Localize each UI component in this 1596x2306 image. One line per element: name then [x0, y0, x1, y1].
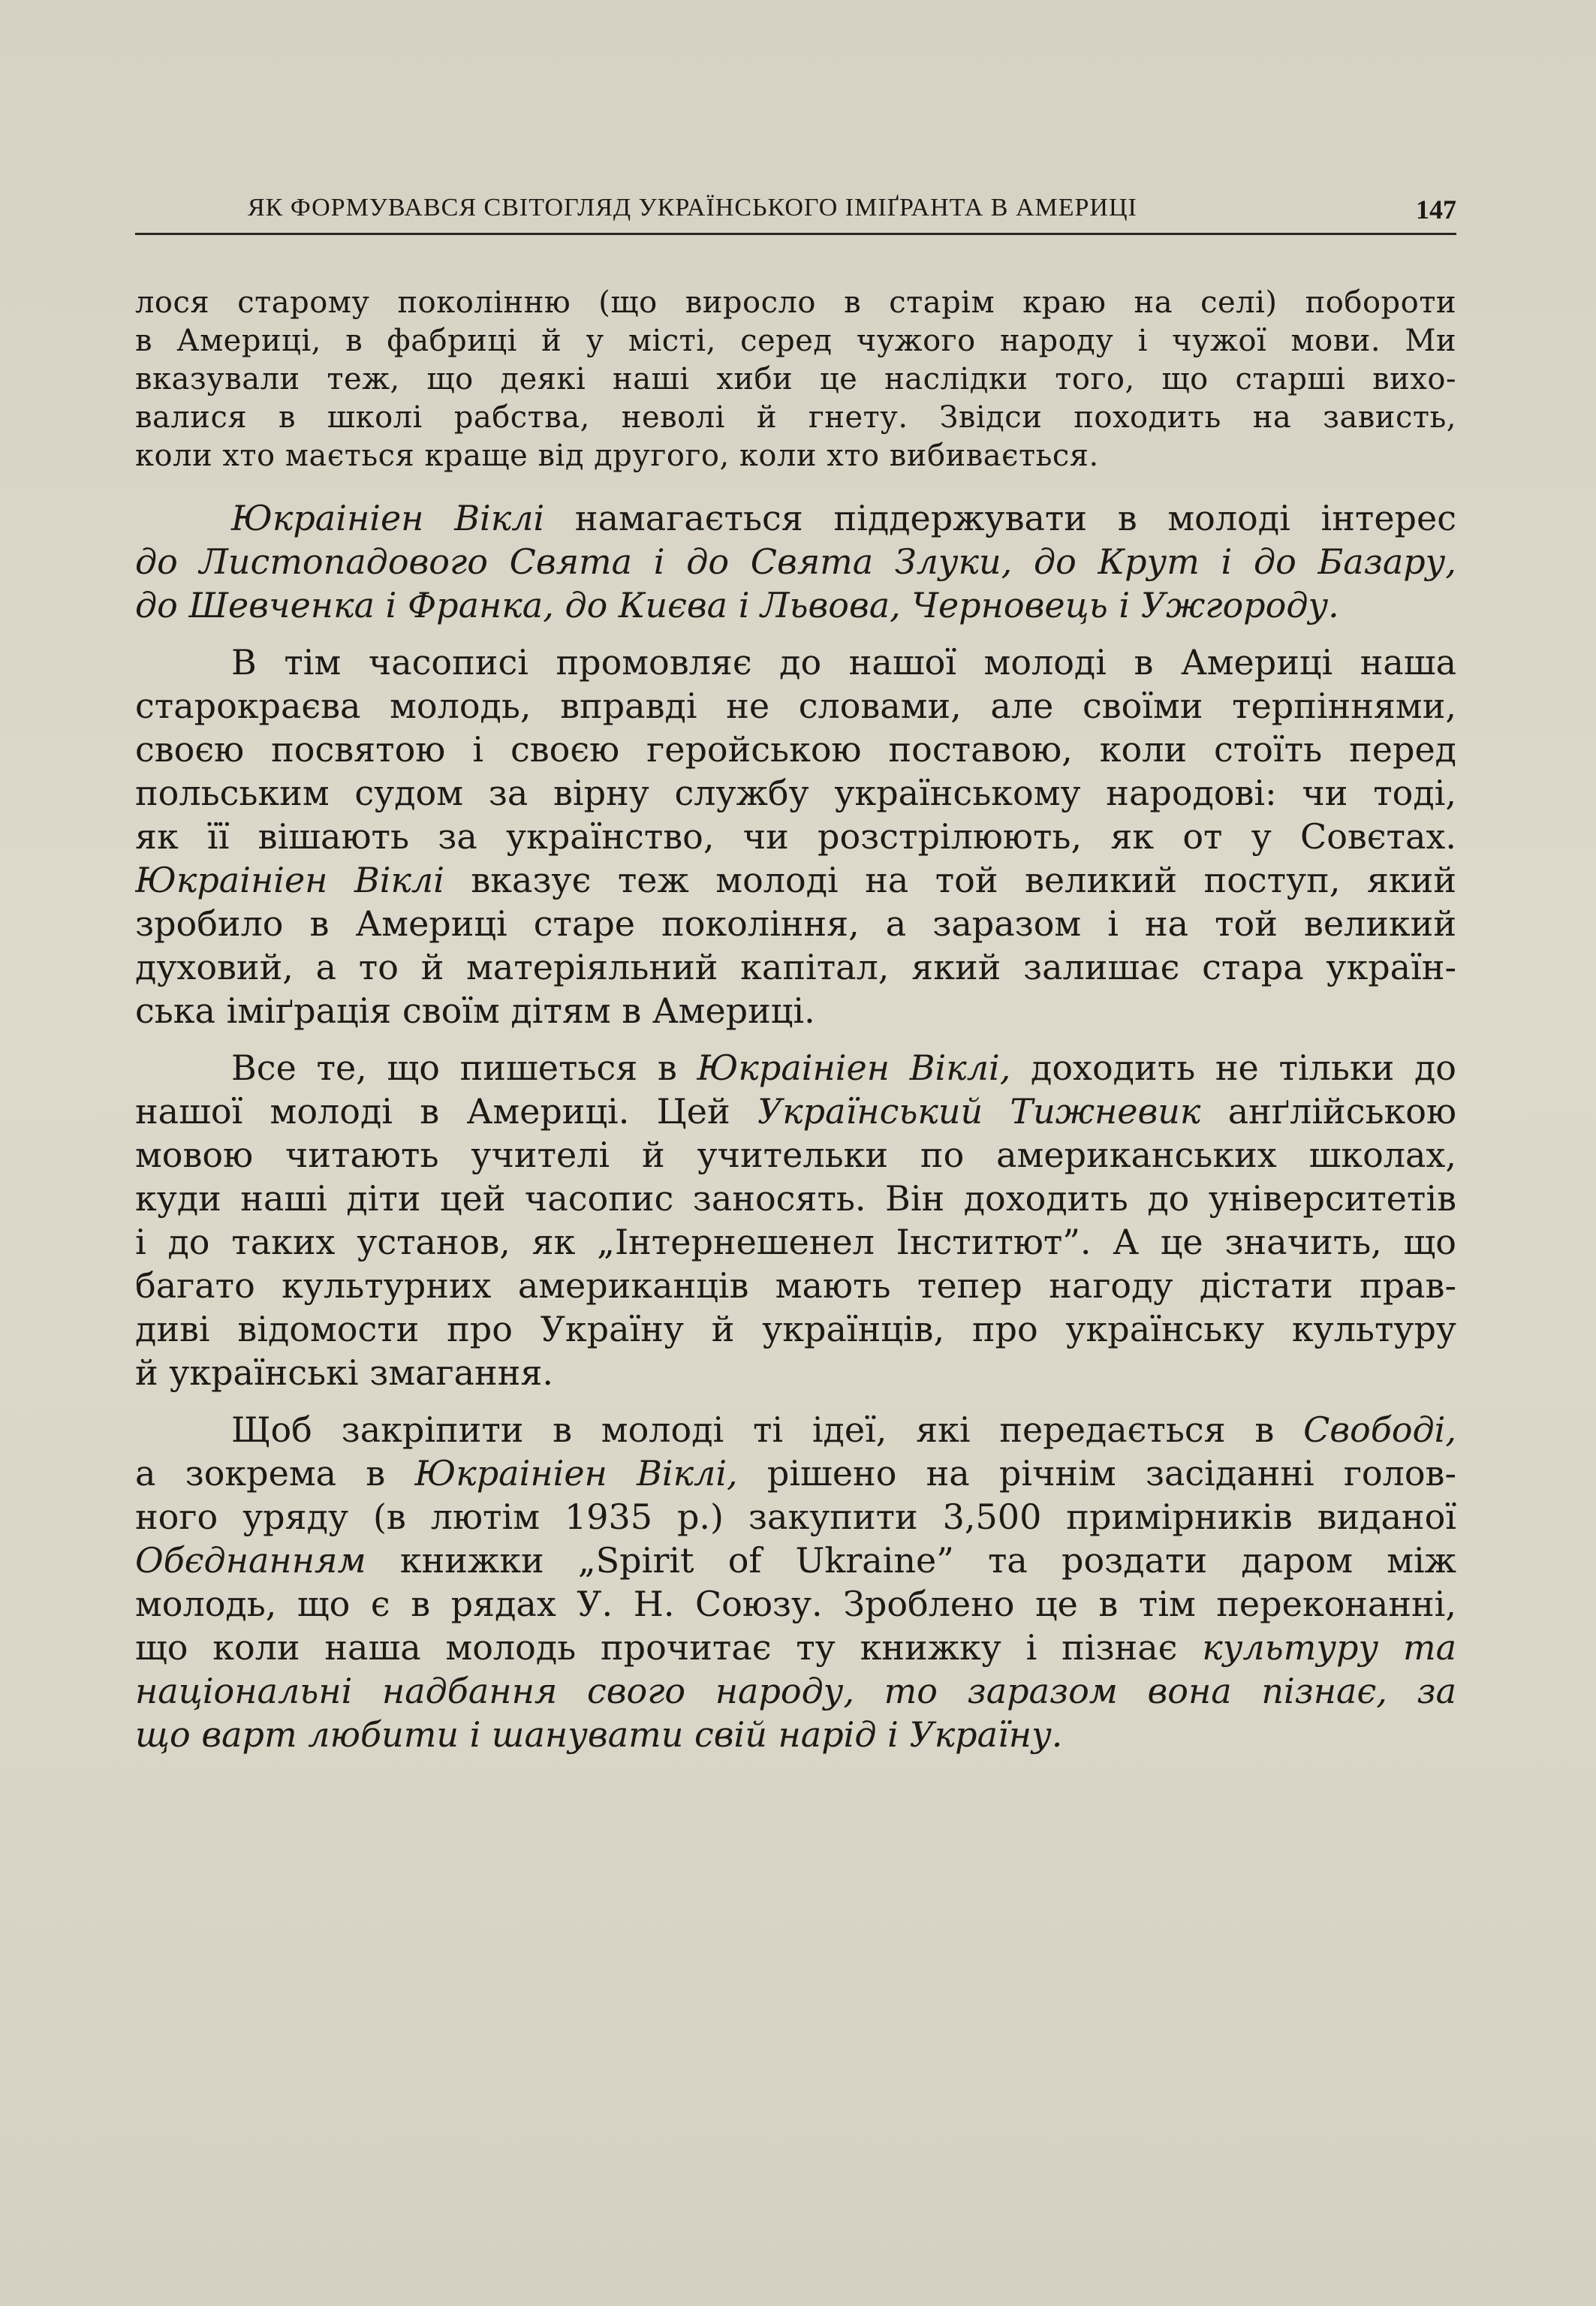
text-run: вказує теж молоді на той великий поступ, який	[444, 860, 1456, 900]
text-line	[135, 1495, 1456, 1539]
text-line	[135, 1046, 1456, 1090]
text-run: старокраєва молодь, вправді не словами, але своїми терпіннями,	[135, 686, 1456, 726]
text-line	[135, 1669, 1456, 1713]
text-line	[135, 1133, 1456, 1177]
text-run: своєю посвятою і своєю геройською поставою, коли стоїть перед	[135, 729, 1456, 770]
text-line	[135, 945, 1456, 989]
text-run: нашої молоді в Америці. Цей	[135, 1091, 757, 1132]
text-run: ська іміґрація своїм дітям в Америці.	[135, 990, 815, 1031]
text-line	[135, 1582, 1456, 1626]
text-line	[135, 540, 1456, 583]
text-run: коли хто мається краще від другого, коли хто вибивається.	[135, 439, 1099, 473]
text-line	[135, 641, 1456, 684]
italic-run: Юкраініен Віклі,	[697, 1047, 1011, 1088]
text-line	[135, 684, 1456, 728]
text-line	[135, 1451, 1456, 1495]
text-line	[135, 771, 1456, 815]
italic-run: національні надбання свого народу, то заразом вона пізнає, за	[135, 1671, 1456, 1711]
body-text	[135, 284, 1456, 1756]
text-run: куди наші діти цей часопис заносять. Він доходить до університетів	[135, 1178, 1456, 1219]
text-line	[135, 858, 1456, 902]
text-run: анґлійською	[1200, 1091, 1456, 1132]
text-run: як її вішають за українство, чи розстрілюють, як от у Совєтах.	[135, 816, 1456, 857]
text-line	[135, 284, 1456, 322]
text-line	[135, 1539, 1456, 1582]
italic-run: до Листопадового Свята і до Свята Злуки, до Крут і до Базару,	[135, 541, 1456, 582]
text-run: ного уряду (в лютім 1935 р.) закупити 3,500 примірників виданої	[135, 1497, 1456, 1537]
text-run: духовий, а то й матеріяльний капітал, який залишає стара україн-	[135, 947, 1456, 987]
text-line	[135, 989, 1456, 1032]
italic-run: культуру та	[1202, 1627, 1456, 1668]
text-line	[135, 1626, 1456, 1669]
text-line	[135, 902, 1456, 945]
paragraph	[135, 1046, 1456, 1394]
text-run: в Америці, в фабриці й у місті, серед чужого народу і чужої мови. Ми	[135, 324, 1456, 358]
italic-run: Український Тижневик	[757, 1091, 1201, 1132]
paragraph	[135, 496, 1456, 627]
text-line	[135, 1264, 1456, 1307]
page-number: 147	[1416, 194, 1456, 225]
text-line	[135, 360, 1456, 399]
text-run: книжки „Spirit of Ukraine” та роздати даром між	[366, 1540, 1456, 1581]
running-header	[135, 194, 1456, 235]
text-run: й українські змагання.	[135, 1352, 554, 1393]
paragraph	[135, 1408, 1456, 1756]
text-run: В тім часописі промовляє до нашої молоді в Америці наша	[231, 642, 1456, 683]
text-run: намагається піддержувати в молоді інтерес	[544, 498, 1456, 538]
italic-run: Обєднанням	[135, 1540, 366, 1581]
text-run: а зокрема в	[135, 1453, 415, 1494]
text-line	[135, 437, 1456, 475]
text-run: лося старому поколінню (що виросло в старім краю на селі) побороти	[135, 285, 1456, 320]
text-run: багато культурних американців мають тепер нагоду дістати прав-	[135, 1265, 1456, 1306]
text-line	[135, 399, 1456, 437]
text-line	[135, 1090, 1456, 1133]
text-line	[135, 496, 1456, 540]
italic-run: до Шевченка і Франка, до Києва і Львова, Черновець і Ужгороду.	[135, 585, 1339, 625]
running-title: ЯК ФОРМУВАВСЯ СВІТОГЛЯД УКРАЇНСЬКОГО ІМІҐРАНТА В АМЕРИЦІ	[248, 194, 1137, 222]
text-run: валися в школі рабства, неволі й гнету. Звідси походить на зависть,	[135, 400, 1456, 435]
text-run: зробило в Америці старе покоління, а заразом і на той великий	[135, 903, 1456, 944]
italic-run: Юкраініен Віклі	[231, 498, 545, 538]
text-line	[135, 1713, 1456, 1756]
text-line	[135, 322, 1456, 360]
text-run: молодь, що є в рядах У. Н. Союзу. Зроблено це в тім переконанні,	[135, 1584, 1456, 1624]
italic-run: Юкраініен Віклі	[135, 860, 444, 900]
text-line	[135, 1177, 1456, 1220]
text-run: вказували теж, що деякі наші хиби це наслідки того, що старші вихо-	[135, 362, 1456, 396]
text-run: диві відомости про Україну й українців, про українську культуру	[135, 1309, 1456, 1349]
text-line	[135, 1307, 1456, 1351]
text-run: що коли наша молодь прочитає ту книжку і пізнає	[135, 1627, 1203, 1668]
text-line	[135, 1351, 1456, 1394]
text-run: і до таких установ, як „Інтернешенел Інститют”. А це значить, що	[135, 1222, 1456, 1262]
italic-run: Юкраініен Віклі,	[414, 1453, 738, 1494]
text-line	[135, 815, 1456, 858]
text-line	[135, 728, 1456, 771]
text-run: мовою читають учителі й учительки по американських школах,	[135, 1135, 1456, 1175]
paragraph	[135, 284, 1456, 475]
text-run: польським судом за вірну службу українському народові: чи тоді,	[135, 773, 1456, 813]
text-line	[135, 1408, 1456, 1451]
text-run: Все те, що пишеться в	[231, 1047, 697, 1088]
text-line	[135, 1220, 1456, 1264]
text-run: доходить не тільки до	[1010, 1047, 1456, 1088]
italic-run: Свободі,	[1303, 1409, 1456, 1450]
paragraph	[135, 641, 1456, 1032]
text-run: Щоб закріпити в молоді ті ідеї, які передається в	[231, 1409, 1304, 1450]
text-line	[135, 583, 1456, 627]
italic-run: що варт любити і шанувати свій нарід і Україну.	[135, 1714, 1063, 1755]
text-run: рішено на річнім засіданні голов-	[737, 1453, 1456, 1494]
